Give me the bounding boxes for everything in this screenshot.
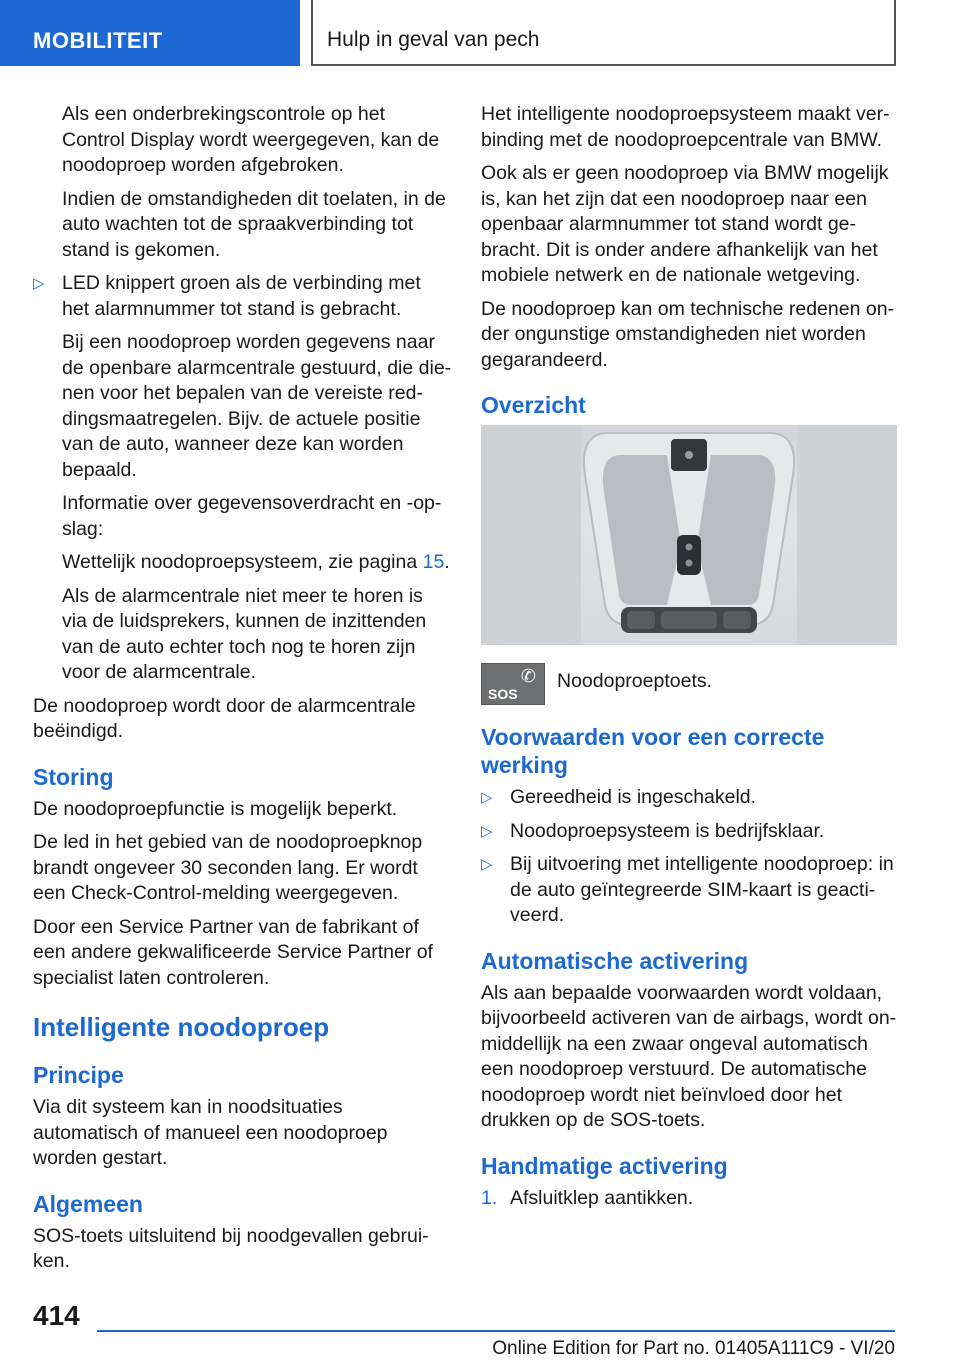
- paragraph: De noodoproepfunctie is mogelijk beperkt.: [33, 797, 398, 820]
- overhead-console-photo: [481, 425, 897, 645]
- heading-intelligente-noodoproep: Intelligente noodoproep: [33, 1012, 330, 1042]
- paragraph: Bij een noodoproep worden gegevens naar de openbare alarmcentrale gestuurd, die dienen voor het bepalen van de vereiste reddingsmaatregelen. Bijv. de actuele positie van de auto, wanneer deze kan worden bepaald.: [62, 331, 452, 481]
- triangle-bullet-icon: ▷: [481, 822, 493, 840]
- heading-storing: Storing: [33, 763, 114, 790]
- paragraph: Door een Service Partner van de fabrikant of een andere gekwalificeerde Service Partner of specialist laten controleren.: [33, 915, 433, 989]
- paragraph: Als aan bepaalde voorwaarden wordt voldaan, bijvoorbeeld activeren van de airbags, wordt onmiddellijk na een zwaar ongeval automatisch een noodoproep verstuurd. De automatische noodoproep wordt niet beïnvloed door het drukken op de SOS-toets.: [481, 981, 897, 1131]
- heading-algemeen: Algemeen: [33, 1190, 143, 1217]
- phone-handset-icon: ✆: [520, 666, 536, 686]
- triangle-bullet-icon: ▷: [481, 856, 493, 873]
- sos-button-icon: [481, 663, 545, 705]
- list-item: [33, 271, 453, 322]
- list-item: [481, 852, 897, 929]
- heading-voorwaarden: Voorwaarden voor een correcte werking: [481, 724, 825, 778]
- paragraph: De led in het gebied van de noodoproepknop brandt ongeveer 30 seconden lang. Er wordt een Check-Control-melding weergegeven.: [33, 831, 423, 904]
- list-item: [481, 785, 897, 811]
- section-tab: MOBILITEIT: [0, 0, 300, 66]
- step-text: Afsluitklep aantikken.: [510, 1186, 694, 1209]
- sos-button-row: [481, 663, 897, 705]
- paragraph-text: .: [444, 551, 450, 573]
- list-item-text: Gereedheid is ingeschakeld.: [510, 786, 757, 808]
- paragraph: Informatie over gegevensoverdracht en -opslag:: [62, 492, 442, 540]
- sos-caption: Noodoproeptoets.: [557, 670, 713, 692]
- numbered-step: [481, 1186, 897, 1212]
- sos-icon-label: SOS: [488, 686, 518, 702]
- right-column: [481, 102, 897, 1219]
- left-column: [33, 102, 453, 1283]
- paragraph-text: Wettelijk noodoproepsysteem, zie pagina: [62, 551, 423, 573]
- paragraph: Het intelligente noodoproepsysteem maakt verbinding met de noodoproepcentrale van BMW.: [481, 103, 890, 151]
- paragraph: Via dit systeem kan in noodsituaties automatisch of manueel een noodoproep worden gestart.: [33, 1096, 388, 1169]
- paragraph: [33, 550, 453, 576]
- triangle-bullet-icon: ▷: [33, 275, 45, 292]
- triangle-bullet-icon: ▷: [481, 789, 493, 806]
- paragraph: De noodoproep wordt door de alarmcentrale beëindigd.: [33, 694, 416, 742]
- list-item-text: Noodoproepsysteem is bedrijfsklaar.: [510, 819, 825, 842]
- edition-footer: Online Edition for Part no. 01405A111C9 - VI/20: [492, 1338, 895, 1359]
- page-link[interactable]: 15: [422, 551, 445, 573]
- heading-handmatige-activering: Handmatige activering: [481, 1152, 728, 1179]
- list-item-text: LED knippert groen als de verbinding met het alarmnummer tot stand is gebracht.: [62, 272, 421, 320]
- paragraph: De noodoproep kan om technische redenen onder ongunstige omstandigheden niet worden gegarandeerd.: [481, 297, 895, 371]
- paragraph: Als een onderbrekingscontrole op het Control Display wordt weergegeven, kan de noodoproep worden afgebroken.: [62, 103, 440, 176]
- paragraph: Indien de omstandigheden dit toelaten, in de auto wachten tot de spraakverbinding tot stand is gekomen.: [62, 187, 446, 261]
- step-number: 1.: [481, 1186, 498, 1209]
- paragraph: Als de alarmcentrale niet meer te horen is via de luidsprekers, kunnen de inzittenden van de auto echter toch nog te horen zijn voor de alarmcentrale.: [62, 584, 427, 683]
- page-number: 414: [33, 1300, 80, 1331]
- heading-overzicht: Overzicht: [481, 392, 586, 418]
- paragraph: Ook als er geen noodoproep via BMW mogelijk is, kan het zijn dat een noodoproep naar een openbaar alarmnummer tot stand wordt gebracht. Dit is onder andere afhankelijk van het mobiele netwerk en de nationale wetgeving.: [481, 162, 889, 286]
- page-header-title: Hulp in geval van pech: [311, 0, 896, 66]
- overhead-console-illustration: [481, 425, 897, 645]
- list-item-text: Bij uitvoering met intelligente noodoproep: in de auto geïntegreerde SIM-kaart is geactiveerd.: [510, 853, 894, 926]
- heading-principe: Principe: [33, 1062, 124, 1088]
- footer-divider: [97, 1330, 895, 1332]
- heading-automatische-activering: Automatische activering: [481, 947, 749, 974]
- list-item: [481, 819, 897, 845]
- paragraph: SOS-toets uitsluitend bij noodgevallen gebruiken.: [33, 1224, 429, 1272]
